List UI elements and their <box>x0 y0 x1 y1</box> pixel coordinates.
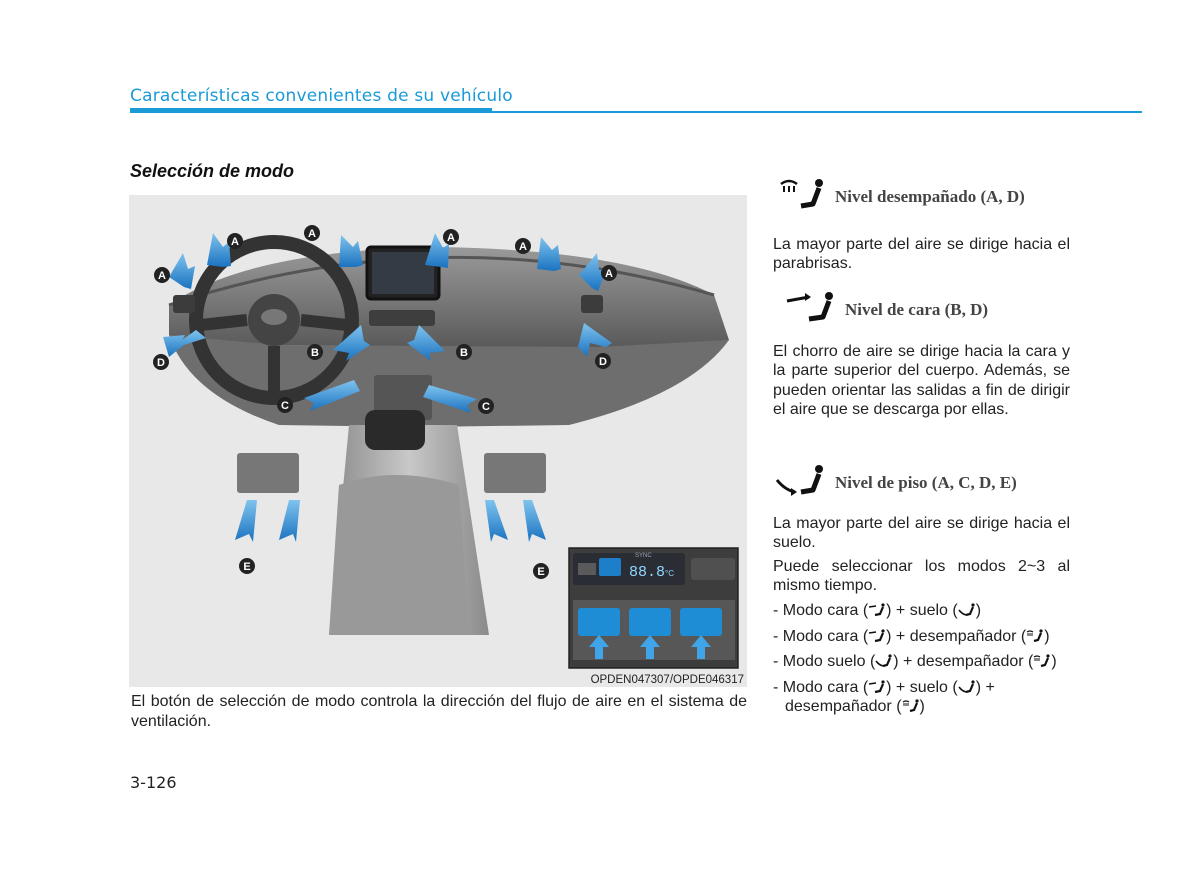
figure-caption: El botón de selección de modo controla la dirección del flujo de aire en el sistema de ventilación. <box>131 693 747 730</box>
marker-a-1 <box>154 267 170 283</box>
marker-a-2 <box>227 233 243 249</box>
face-mini-icon <box>868 603 886 617</box>
mode-indicator <box>599 558 621 576</box>
arrow-a5 <box>537 237 561 271</box>
mode-title-floor: Nivel de piso (A, C, D, E) <box>835 472 1017 492</box>
arrow-a3 <box>339 235 363 267</box>
svg-text:E: E <box>537 566 545 578</box>
marker-a-4 <box>443 229 459 245</box>
mode-text-face: El chorro de aire se dirige hacia la cara y la parte superior del cuerpo. Además, se pueden orientar las salidas a fin de dirigir el aire que se descarga por ellas. <box>773 343 1070 418</box>
marker-a-5 <box>515 238 531 254</box>
right-side-vent <box>581 295 603 313</box>
defrost-mini-icon <box>902 699 920 713</box>
mode-title-face: Nivel de cara (B, D) <box>845 299 989 319</box>
mode-text-floor: La mayor parte del aire se dirige hacia el suelo. <box>773 515 1070 552</box>
marker-d-1 <box>153 354 169 370</box>
marker-e-2 <box>533 563 549 579</box>
svg-text:B: B <box>460 347 468 359</box>
mode-combinations-list <box>773 601 1070 723</box>
svg-text:A: A <box>447 232 455 244</box>
marker-e-1 <box>239 558 255 574</box>
marker-a-3 <box>304 225 320 241</box>
figure-code: OPDEN047307/OPDE046317 <box>590 674 744 686</box>
marker-c-2 <box>478 398 494 414</box>
defrost-mini-icon <box>1033 654 1051 668</box>
marker-c-1 <box>277 397 293 413</box>
climate-panel-inset <box>569 548 738 668</box>
left-floor-vent <box>237 453 299 493</box>
arrow-e2 <box>279 500 300 542</box>
combo-face-floor: - Modo cara ( ) + suelo ( ) <box>773 602 982 619</box>
panel-knob <box>691 558 735 580</box>
armrest <box>329 475 469 635</box>
face-mode-button <box>629 608 671 636</box>
page-number: 3-126 <box>130 773 177 792</box>
arrow-e4 <box>523 500 546 542</box>
header-rule-accent <box>130 108 492 113</box>
svg-text:C: C <box>482 401 490 413</box>
mode-text-defrost: La mayor parte del aire se dirige hacia el parabrisas. <box>773 236 1070 273</box>
floor-mini-icon <box>958 680 976 694</box>
left-side-vent <box>173 295 195 313</box>
floor-mini-icon <box>958 603 976 617</box>
fan-level-bar <box>578 563 596 575</box>
ventilation-figure <box>129 195 747 687</box>
temperature-unit: °C <box>665 569 674 578</box>
sync-label: SYNC <box>635 553 652 559</box>
mode-title-defrost: Nivel desempañado (A, D) <box>835 186 1025 206</box>
right-floor-vent <box>484 453 546 493</box>
combo-face-floor-defrost: - Modo cara ( ) + suelo ( ) + desempañador ( ) <box>773 678 995 715</box>
combo-intro: Puede seleccionar los modos 2~3 al mismo tiempo. <box>773 558 1070 595</box>
svg-text:A: A <box>519 241 527 253</box>
center-vents <box>369 310 435 326</box>
svg-text:A: A <box>308 228 316 240</box>
mode-heading-face <box>773 289 988 330</box>
marker-b-1 <box>307 344 323 360</box>
floor-mode-icon <box>773 462 827 503</box>
dashboard-lower <box>169 335 729 427</box>
svg-text:D: D <box>599 356 607 368</box>
arrow-a1 <box>169 253 195 289</box>
svg-text:E: E <box>243 561 251 573</box>
svg-text:C: C <box>281 400 289 412</box>
face-mode-icon <box>783 289 837 330</box>
svg-text:B: B <box>311 347 319 359</box>
brand-logo <box>261 309 287 325</box>
marker-a-6 <box>601 265 617 281</box>
floor-mini-icon <box>875 654 893 668</box>
arrow-a2 <box>207 233 231 267</box>
defrost-mini-icon <box>1026 629 1044 643</box>
defrost-mode-button <box>578 608 620 636</box>
mode-heading-floor <box>773 462 1017 503</box>
svg-text:A: A <box>158 270 166 282</box>
svg-text:A: A <box>605 268 613 280</box>
combo-face-defrost: - Modo cara ( ) + desempañador ( ) <box>773 627 1050 645</box>
marker-d-2 <box>595 353 611 369</box>
svg-text:D: D <box>157 357 165 369</box>
dashboard-illustration <box>129 195 747 687</box>
running-header: Características convenientes de su vehículo <box>130 86 513 106</box>
floor-mode-button <box>680 608 722 636</box>
face-mini-icon <box>868 629 886 643</box>
section-title: Selección de modo <box>130 161 295 181</box>
temperature-readout: 88.8 <box>629 564 666 581</box>
center-screen-display <box>372 252 434 294</box>
svg-text:A: A <box>231 236 239 248</box>
face-mini-icon <box>868 680 886 694</box>
combo-floor-defrost: - Modo suelo ( ) + desempañador ( ) <box>773 653 1057 670</box>
gear-lever <box>365 410 425 450</box>
defrost-mode-icon <box>773 176 827 217</box>
arrow-e1 <box>235 500 257 542</box>
arrow-e3 <box>485 500 508 542</box>
mode-heading-defrost <box>773 176 1025 217</box>
marker-b-2 <box>456 344 472 360</box>
